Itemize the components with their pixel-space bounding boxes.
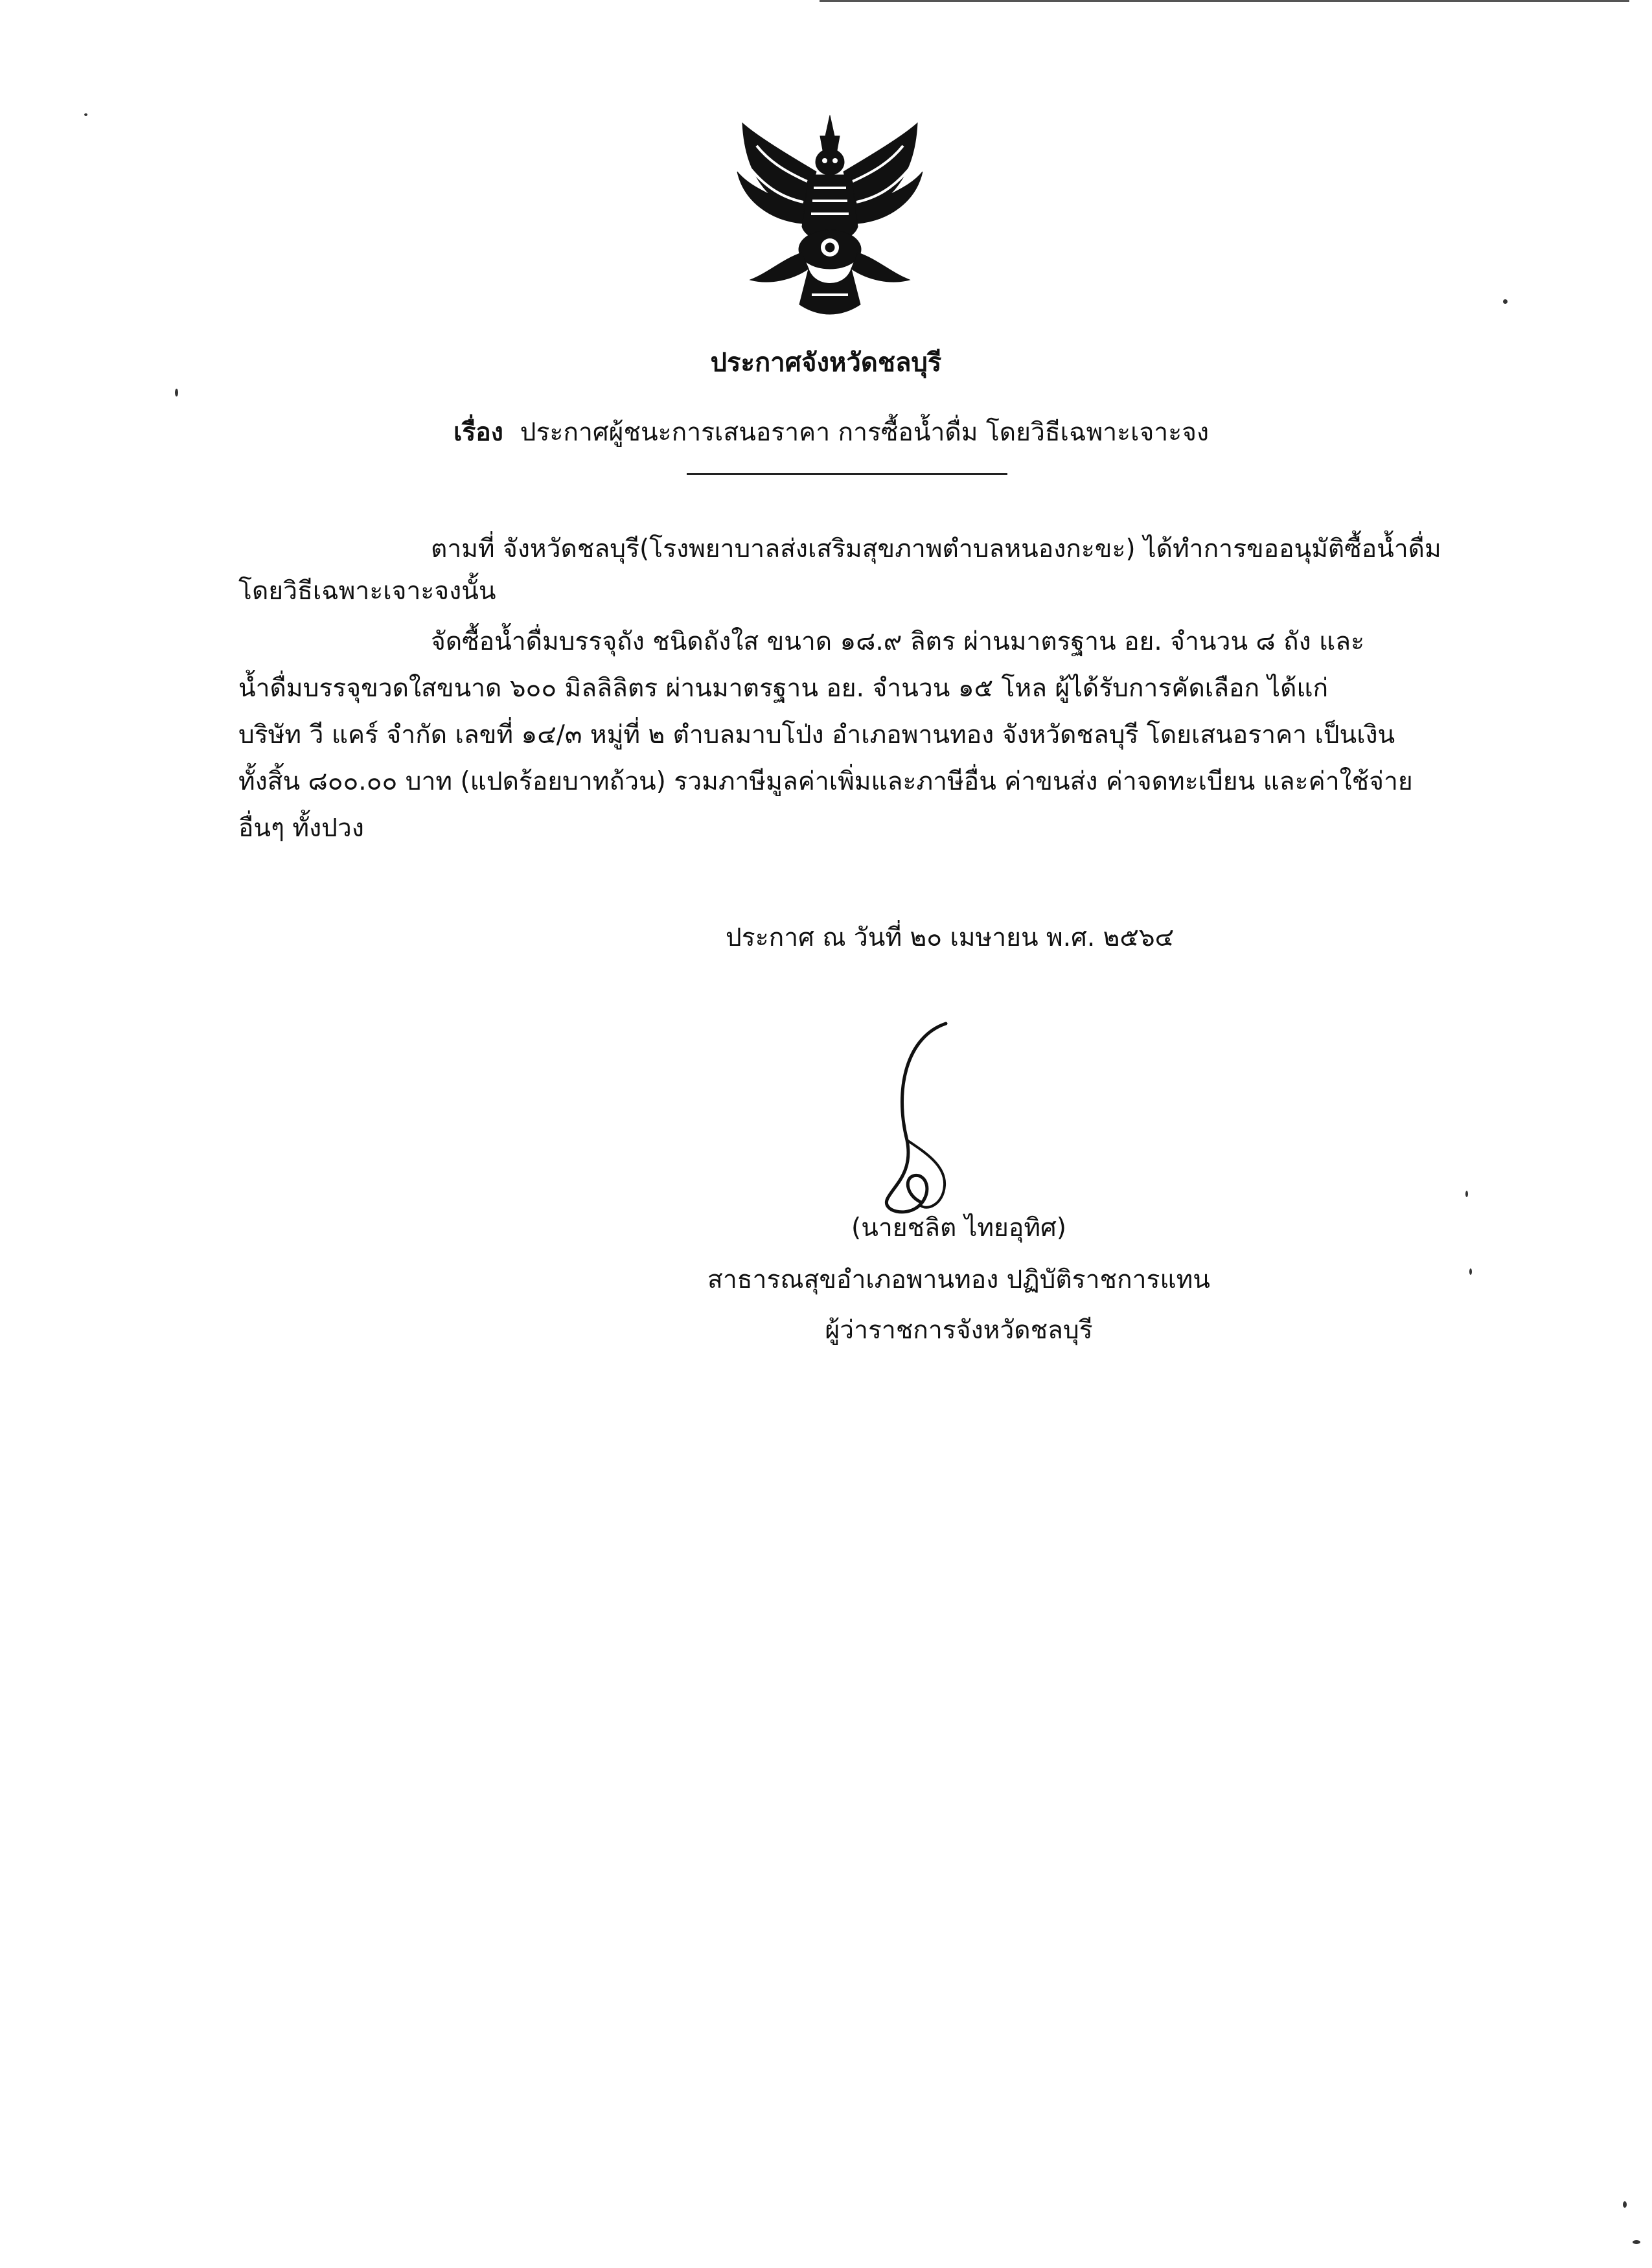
body-line: บริษัท วี แคร์ จำกัด เลขที่ ๑๔/๓ หมู่ที่ ๒ ตำบลมาบโป่ง อำเภอพานทอง จังหวัดชลบุรี โดยเสนอราคา เป็นเงิน <box>238 720 1395 750</box>
heading-divider <box>687 473 1007 475</box>
scan-speck <box>1623 2201 1627 2208</box>
subject-label: เรื่อง <box>453 418 503 447</box>
announcement-title: ประกาศจังหวัดชลบุรี <box>710 348 942 378</box>
garuda-emblem-icon <box>731 110 929 319</box>
scan-speck <box>1633 2240 1640 2244</box>
scan-edge-line <box>820 0 1629 2</box>
handwritten-signature <box>868 1017 978 1218</box>
body-line: อื่นๆ ทั้งปวง <box>238 814 364 843</box>
subject-text: ประกาศผู้ชนะการเสนอราคา การซื้อน้ำดื่ม โดยวิธีเฉพาะเจาะจง <box>520 418 1210 447</box>
body-line: น้ำดื่มบรรจุขวดใสขนาด ๖๐๐ มิลลิลิตร ผ่านมาตรฐาน อย. จำนวน ๑๕ โหล ผู้ได้รับการคัดเลือก ได้แก่ <box>238 674 1329 703</box>
body-line: ทั้งสิ้น ๘๐๐.๐๐ บาท (แปดร้อยบาทถ้วน) รวมภาษีมูลค่าเพิ่มและภาษีอื่น ค่าขนส่ง ค่าจดทะเบียน และค่าใช้จ่าย <box>238 767 1413 796</box>
body-line: ตามที่ จังหวัดชลบุรี(โรงพยาบาลส่งเสริมสุขภาพตำบลหนองกะขะ) ได้ทำการขออนุมัติซื้อน้ำดื่ม <box>431 534 1441 564</box>
body-line: โดยวิธีเฉพาะเจาะจงนั้น <box>238 577 496 606</box>
scan-speck <box>1469 1268 1472 1275</box>
signatory-position: สาธารณสุขอำเภอพานทอง ปฏิบัติราชการแทน <box>707 1265 1210 1294</box>
scan-speck <box>1503 299 1508 304</box>
signatory-position-2: ผู้ว่าราชการจังหวัดชลบุรี <box>825 1316 1093 1345</box>
body-line: จัดซื้อน้ำดื่มบรรจุถัง ชนิดถังใส ขนาด ๑๘.๙ ลิตร ผ่านมาตรฐาน อย. จำนวน ๘ ถัง และ <box>431 627 1365 656</box>
scan-speck <box>175 389 178 396</box>
scan-speck <box>1465 1191 1468 1197</box>
announcement-date: ประกาศ ณ วันที่ ๒๐ เมษายน พ.ศ. ๒๕๖๔ <box>726 923 1175 952</box>
signatory-name: (นายชลิต ไทยอุทิศ) <box>851 1213 1066 1243</box>
scan-speck <box>84 113 87 116</box>
subject-line <box>453 415 1360 451</box>
